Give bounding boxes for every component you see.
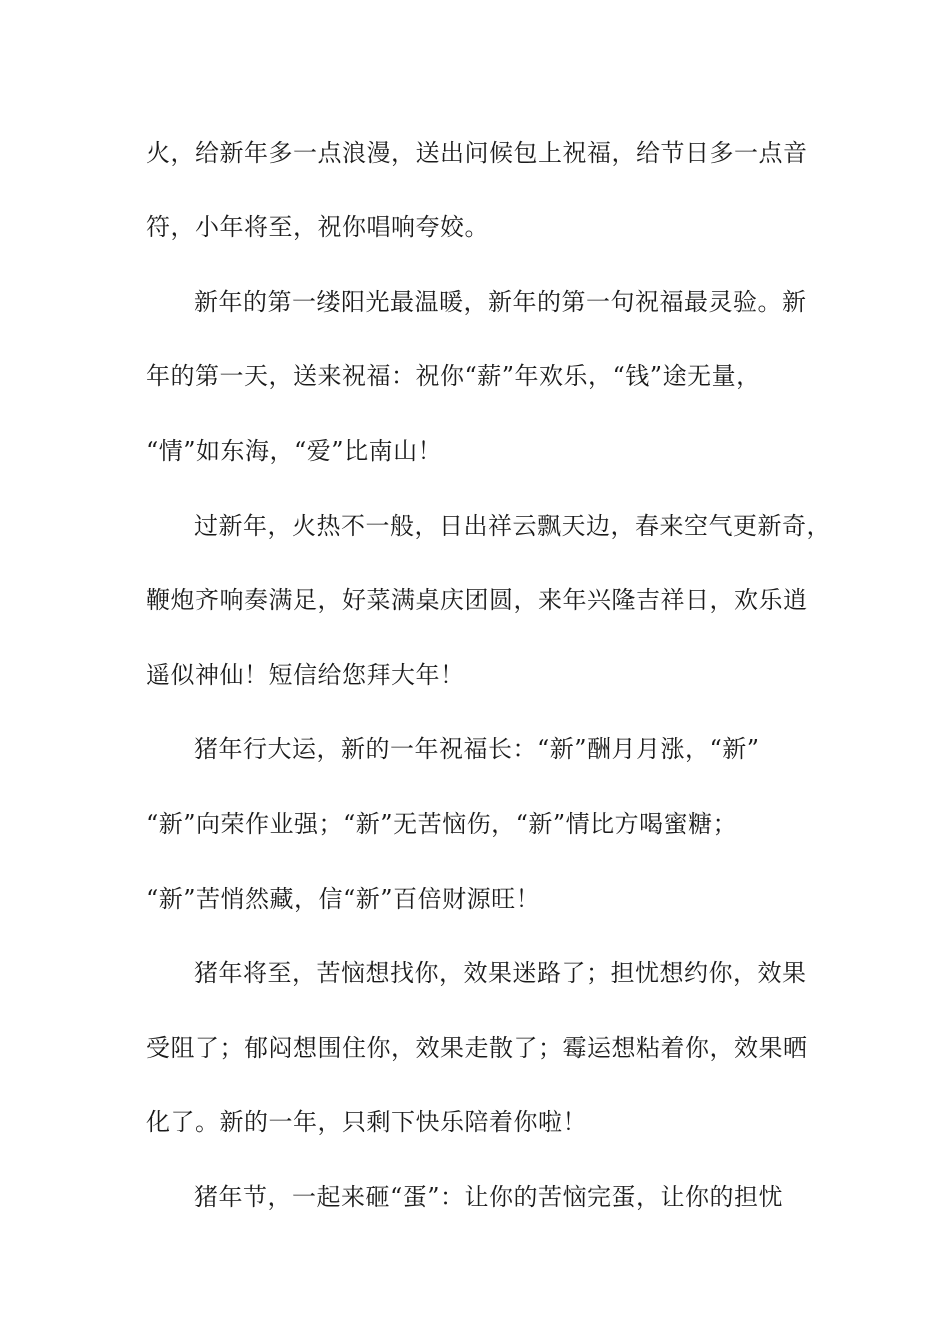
paragraph-first-line: 过新年，火热不一般，日出祥云飘天边，春来空气更新奇， xyxy=(194,512,831,540)
text-line: 化了。新的一年，只剩下快乐陪着你啦！ xyxy=(146,1108,587,1136)
text-line: “新”苦悄然藏，信“新”百倍财源旺！ xyxy=(146,885,541,913)
paragraph-first-line: 猪年节，一起来砸“蛋”：让你的苦恼完蛋，让你的担忧 xyxy=(194,1183,784,1211)
text-line: 受阻了；郁闷想围住你，效果走散了；霉运想粘着你，效果晒 xyxy=(146,1034,808,1062)
text-line: 符，小年将至，祝你唱响夸姣。 xyxy=(146,213,489,241)
text-line: 遥似神仙！短信给您拜大年！ xyxy=(146,661,465,689)
text-line: 鞭炮齐响奏满足，好菜满桌庆团圆，来年兴隆吉祥日，欢乐逍 xyxy=(146,586,808,614)
text-line: 火，给新年多一点浪漫，送出问候包上祝福，给节日多一点音 xyxy=(146,139,808,167)
text-line: 年的第一天，送来祝福：祝你“薪”年欢乐，“钱”途无量， xyxy=(146,362,761,390)
paragraph-first-line: 猪年行大运，新的一年祝福长：“新”酬月月涨，“新” xyxy=(194,735,760,763)
paragraph-first-line: 猪年将至，苦恼想找你，效果迷路了；担忧想约你，效果 xyxy=(194,959,807,987)
paragraph-first-line: 新年的第一缕阳光最温暖，新年的第一句祝福最灵验。新 xyxy=(194,288,807,316)
text-line: “新”向荣作业强；“新”无苦恼伤，“新”情比方喝蜜糖； xyxy=(146,810,738,838)
text-line: “情”如东海，“爱”比南山！ xyxy=(146,437,443,465)
